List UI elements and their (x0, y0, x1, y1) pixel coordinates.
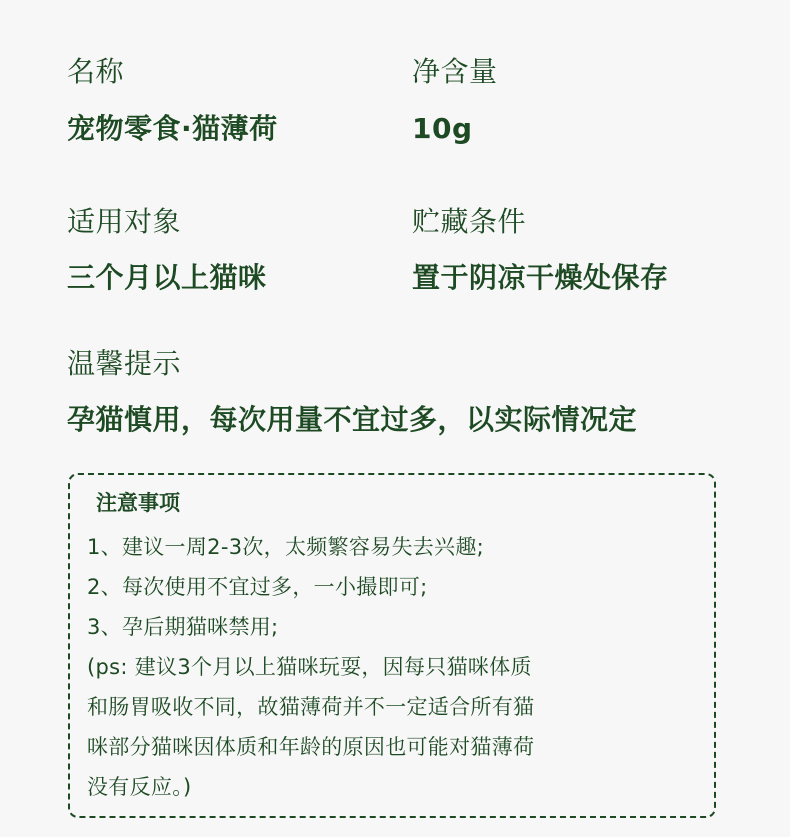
notice-line: 咪部分猫咪因体质和年龄的原因也可能对猫薄荷 (87, 735, 535, 759)
notice-line: (ps: 建议3个月以上猫咪玩耍，因每只猫咪体质 (87, 655, 532, 679)
notice-list (87, 527, 534, 807)
name-value: 宠物零食·猫薄荷 (67, 112, 278, 145)
target-label: 适用对象 (67, 205, 182, 238)
notice-line: 和肠胃吸收不同，故猫薄荷并不一定适合所有猫 (87, 695, 535, 719)
notice-line: 1、建议一周2-3次，太频繁容易失去兴趣; (87, 535, 485, 559)
notice-title: 注意事项 (96, 491, 180, 515)
notice-line: 3、孕后期猫咪禁用; (87, 615, 279, 639)
net-weight-label: 净含量 (412, 55, 498, 88)
notice-box (68, 473, 716, 818)
tips-label: 温馨提示 (67, 347, 182, 380)
notice-line: 2、每次使用不宜过多，一小撮即可; (87, 575, 428, 599)
notice-line: 没有反应。) (87, 775, 192, 799)
storage-label: 贮藏条件 (412, 205, 527, 238)
tips-value: 孕猫慎用，每次用量不宜过多，以实际情况定 (67, 403, 638, 436)
name-label: 名称 (67, 55, 125, 88)
target-value: 三个月以上猫咪 (67, 261, 267, 294)
storage-value: 置于阴凉干燥处保存 (412, 261, 669, 294)
net-weight-value: 10g (412, 112, 473, 145)
